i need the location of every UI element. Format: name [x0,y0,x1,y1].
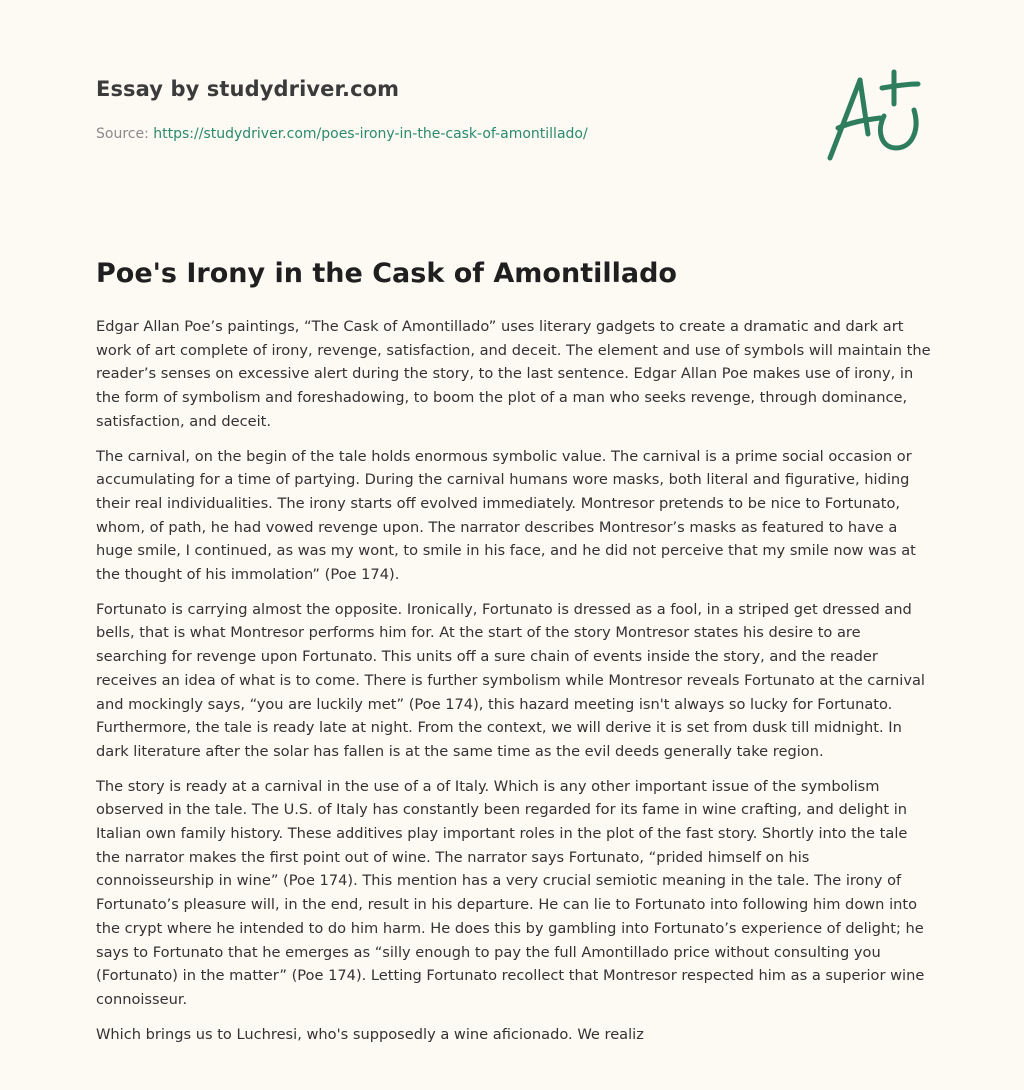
paragraph: Edgar Allan Poe’s paintings, “The Cask of Amontillado” uses literary gadgets to create a dramatic and dark art work of art complete of irony, revenge, satisfaction, and deceit. The element and use of symbols will maintain the reader’s senses on excessive alert during the story, to the last sentence. Edgar Allan Poe makes use of irony, in the form of symbolism and foreshadowing, to boom the plot of a man who seeks revenge, through dominance, satisfaction, and deceit. [96,318,931,430]
paragraph: Which brings us to Luchresi, who's supposedly a wine aficionado. We realiz [96,1025,644,1043]
source-link[interactable]: https://studydriver.com/poes-irony-in-the-cask-of-amontillado/ [153,126,588,142]
paragraph: The story is ready at a carnival in the use of a of Italy. Which is any other important issue of the symbolism observed in the tale. The U.S. of Italy has constantly been regarded for its fame in wine crafting, and delight in Italian own family history. These additives play important roles in the plot of the fast story. Shortly into the tale the narrator makes the first point out of wine. The narrator says Fortunato, “prided himself on his connoisseurship in wine” (Poe 174). This mention has a very crucial semiotic meaning in the tale. The irony of Fortunato’s pleasure will, in the end, result in his departure. He can lie to Fortunato into following him down into the crypt where he intended to do him harm. He does this by gambling into Fortunato’s experience of delight; he says to Fortunato that he emerges as “silly enough to pay the full Amontillado price without consulting you (Fortunato) in the matter” (Poe 174). Letting Fortunato recollect that Montresor respected him as a superior wine connoisseur. [96,777,925,1008]
source-line [96,124,756,144]
source-label: Source: [96,126,149,142]
paragraph: The carnival, on the begin of the tale holds enormous symbolic value. The carnival is a prime social occasion or accumulating for a time of partying. During the carnival humans wore masks, both literal and figurative, hiding their real individualities. The irony starts off evolved immediately. Montresor pretends to be nice to Fortunato, whom, of path, he had vowed revenge upon. The narrator describes Montresor’s masks as featured to have a huge smile, I continued, as was my wont, to smile in his face, and he did not perceive that my smile now was at the thought of his immolation” (Poe 174). [96,447,916,584]
essay-header [96,74,756,144]
essay-body [96,315,931,1057]
a-plus-logo-icon [822,68,928,164]
brand-title: Essay by studydriver.com [96,77,400,101]
page-title: Poe's Irony in the Cask of Amontillado [96,258,677,289]
paragraph: Fortunato is carrying almost the opposite. Ironically, Fortunato is dressed as a fool, in a striped get dressed and bells, that is what Montresor performs him for. At the start of the story Montresor states his desire to are searching for revenge upon Fortunato. This units off a sure chain of events inside the story, and the reader receives an idea of what is to come. There is further symbolism while Montresor reveals Fortunato at the carnival and mockingly says, “you are luckily met” (Poe 174), this hazard meeting isn't always so lucky for Fortunato. Furthermore, the tale is ready late at night. From the context, we will derive it is set from dusk till midnight. In dark literature after the solar has fallen is at the same time as the evil deeds generally take region. [96,600,925,760]
